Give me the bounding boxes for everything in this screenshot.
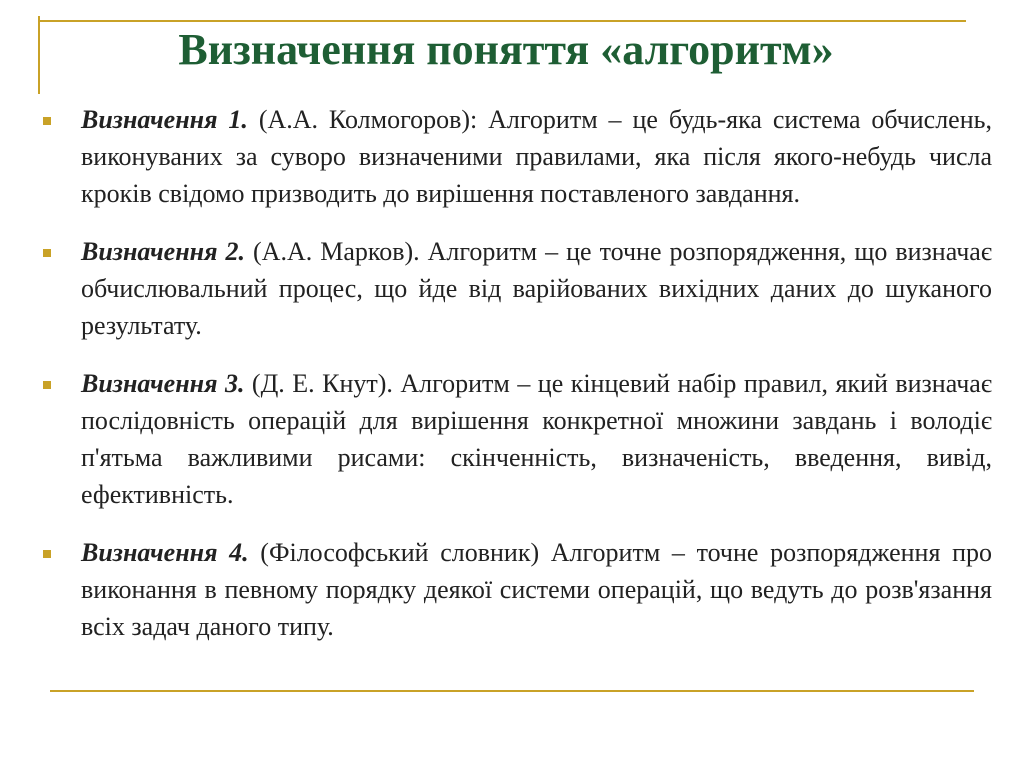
decorative-vertical-line [38,16,40,94]
decorative-bottom-line [50,690,974,692]
square-bullet-icon [43,249,51,257]
definition-item-3 [40,365,992,513]
definition-term: Визначення 4. [81,538,249,567]
square-bullet-icon [43,550,51,558]
definition-text [81,101,992,212]
definition-text [81,534,992,645]
definition-item-2 [40,233,992,344]
square-bullet-icon [43,117,51,125]
definition-body: (Д. Е. Кнут). Алгоритм – це кінцевий набір правил, який визначає послідовність операцій для вирішення конкретної множини завдань і володіє п'ятьма важливими рисами: скінченність, визначеність, введення, вивід, ефективність. [81,369,992,509]
definition-body: (Філософський словник) Алгоритм – точне розпорядження про виконання в певному порядку деякої системи операцій, що ведуть до розв'язання всіх задач даного типу. [81,538,992,641]
definition-item-1 [40,101,992,212]
slide-title: Визначення поняття «алгоритм» [178,25,834,74]
definitions-list [40,101,992,666]
definition-body: (А.А. Колмогоров): Алгоритм – це будь-яка система обчислень, виконуваних за суворо визначеними правилами, яка після якого-небудь числа кроків свідомо призводить до вирішення поставленого завдання. [81,105,992,208]
square-bullet-icon [43,381,51,389]
definition-term: Визначення 3. [81,369,245,398]
definition-item-4 [40,534,992,645]
definition-body: (А.А. Марков). Алгоритм – це точне розпорядження, що визначає обчислювальний процес, що йде від варійованих вихідних даних до шуканого результату. [81,237,992,340]
definition-text [81,365,992,513]
definition-term: Визначення 2. [81,237,245,266]
definition-term: Визначення 1. [81,105,248,134]
definition-text [81,233,992,344]
